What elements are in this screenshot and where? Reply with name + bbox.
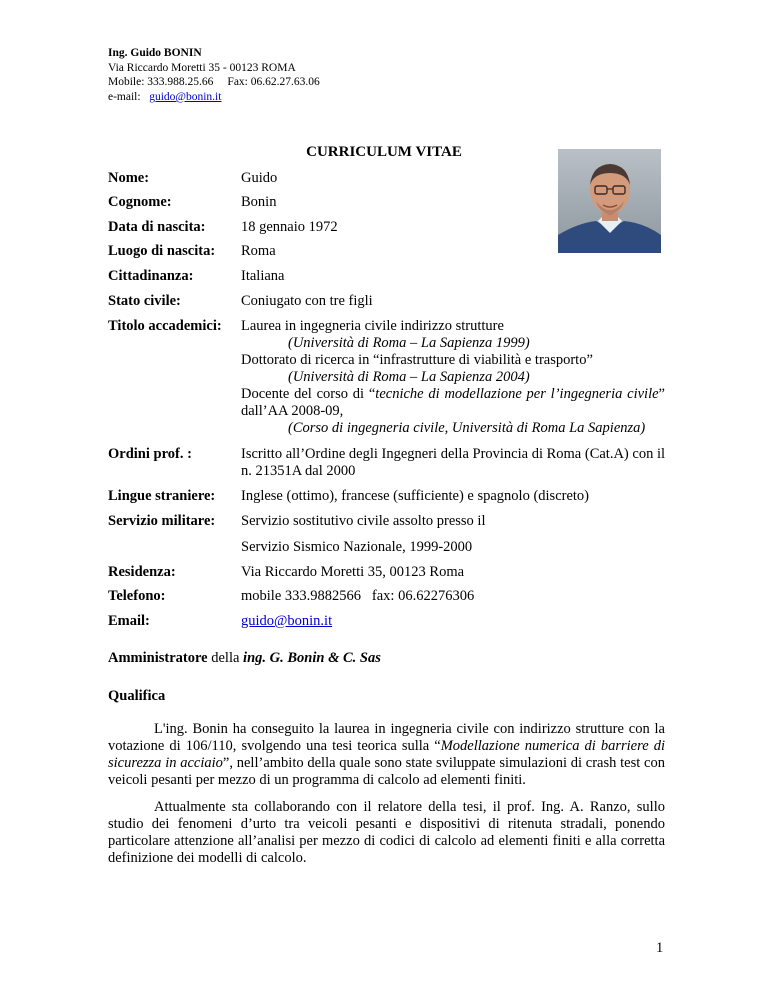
qualifica-paragraph-1 — [108, 721, 665, 789]
admin-line — [108, 650, 381, 667]
value-cognome: Bonin — [241, 194, 277, 210]
value-servizio: Servizio sostitutivo civile assolto presso il — [241, 513, 486, 529]
value-nome: Guido — [241, 170, 278, 186]
docente-corso: tecniche di modellazione per l’ingegneria civile — [375, 386, 659, 402]
value-servizio-2: Servizio Sismico Nazionale, 1999-2000 — [241, 539, 473, 555]
label-email: Email: — [108, 613, 150, 629]
titolo-dottorato-ateneo: (Università di Roma – La Sapienza 2004) — [288, 369, 530, 385]
header-address: Via Riccardo Moretti 35 - 00123 ROMA — [108, 61, 296, 74]
header-name: Ing. Guido BONIN — [108, 47, 202, 59]
admin-prefix: Amministratore — [108, 650, 208, 666]
value-residenza: Via Riccardo Moretti 35, 00123 Roma — [241, 564, 465, 580]
value-cittadinanza: Italiana — [241, 268, 285, 284]
label-stato-civile: Stato civile: — [108, 293, 181, 309]
label-lingue: Lingue straniere: — [108, 488, 216, 504]
p1-part-c: ”, nell’ambito della quale sono state sviluppate simulazioni di crash test con veicoli pesanti per mezzo di un programma di calcolo ad elementi finiti. — [108, 755, 665, 788]
value-lingue: Inglese (ottimo), francese (sufficiente) e spagnolo (discreto) — [241, 488, 589, 504]
value-luogo-nascita: Roma — [241, 243, 276, 259]
value-telefono: mobile 333.9882566 fax: 06.62276306 — [241, 588, 475, 604]
p1-part-a: L'ing. Bonin ha conseguito la laurea in ingegneria civile con indirizzo strutture con la votazione di 106/110, svolgendo una tesi teorica sulla “ — [108, 721, 665, 754]
docente-suffix: ” dall’AA 2008-09, — [241, 386, 665, 419]
label-servizio: Servizio militare: — [108, 513, 216, 529]
qualifica-heading: Qualifica — [108, 688, 166, 704]
page-number: 1 — [656, 940, 664, 956]
titolo-laurea-ateneo: (Università di Roma – La Sapienza 1999) — [288, 335, 530, 351]
value-ordini: Iscritto all’Ordine degli Ingegneri della Provincia di Roma (Cat.A) con il n. 21351A dal 2000 — [241, 446, 666, 479]
p1-thesis-title: Modellazione numerica di barriere di sicurezza in acciaio — [108, 738, 665, 771]
label-nome: Nome: — [108, 170, 150, 186]
admin-middle: della — [207, 650, 244, 666]
value-titolo — [241, 318, 665, 437]
titolo-dottorato: Dottorato di ricerca in “infrastrutture di viabilità e trasporto” — [241, 352, 593, 368]
label-residenza: Residenza: — [108, 564, 176, 580]
value-data-nascita: 18 gennaio 1972 — [241, 219, 338, 235]
letterhead — [108, 46, 320, 104]
titolo-docente — [241, 386, 665, 420]
header-email-label: e-mail: — [108, 90, 141, 103]
label-cittadinanza: Cittadinanza: — [108, 268, 194, 284]
label-luogo-nascita: Luogo di nascita: — [108, 243, 216, 259]
header-email-link[interactable]: guido@bonin.it — [149, 90, 222, 103]
titolo-laurea: Laurea in ingegneria civile indirizzo strutture — [241, 318, 504, 334]
titolo-docente-ateneo: (Corso di ingegneria civile, Università di Roma La Sapienza) — [288, 420, 646, 436]
label-data-nascita: Data di nascita: — [108, 219, 206, 235]
admin-company: ing. G. Bonin & C. Sas — [243, 650, 381, 666]
docente-prefix: Docente del corso di “ — [241, 386, 376, 402]
header-email-line — [108, 90, 320, 105]
label-ordini: Ordini prof. : — [108, 446, 192, 462]
value-stato-civile: Coniugato con tre figli — [241, 293, 373, 309]
header-phone-line — [108, 75, 320, 90]
label-titolo: Titolo accademici: — [108, 318, 222, 334]
label-cognome: Cognome: — [108, 194, 172, 210]
profile-photo-image — [558, 149, 661, 253]
profile-photo — [558, 149, 661, 253]
qualifica-paragraph-2: Attualmente sta collaborando con il relatore della tesi, il prof. Ing. A. Ranzo, sullo studio dei fenomeni d’urto tra veicoli pesanti e dispositivi di ritenuta stradali, ponendo particolare attenzione all’analisi per mezzo di codici di calcolo ad elementi finiti e alla corretta definizione dei modelli di calcolo. — [108, 799, 665, 866]
label-telefono: Telefono: — [108, 588, 166, 604]
document-title: CURRICULUM VITAE — [306, 144, 462, 160]
header-fax: Fax: 06.62.27.63.06 — [227, 76, 320, 89]
email-link[interactable]: guido@bonin.it — [241, 613, 333, 629]
header-mobile: Mobile: 333.988.25.66 — [108, 76, 214, 89]
